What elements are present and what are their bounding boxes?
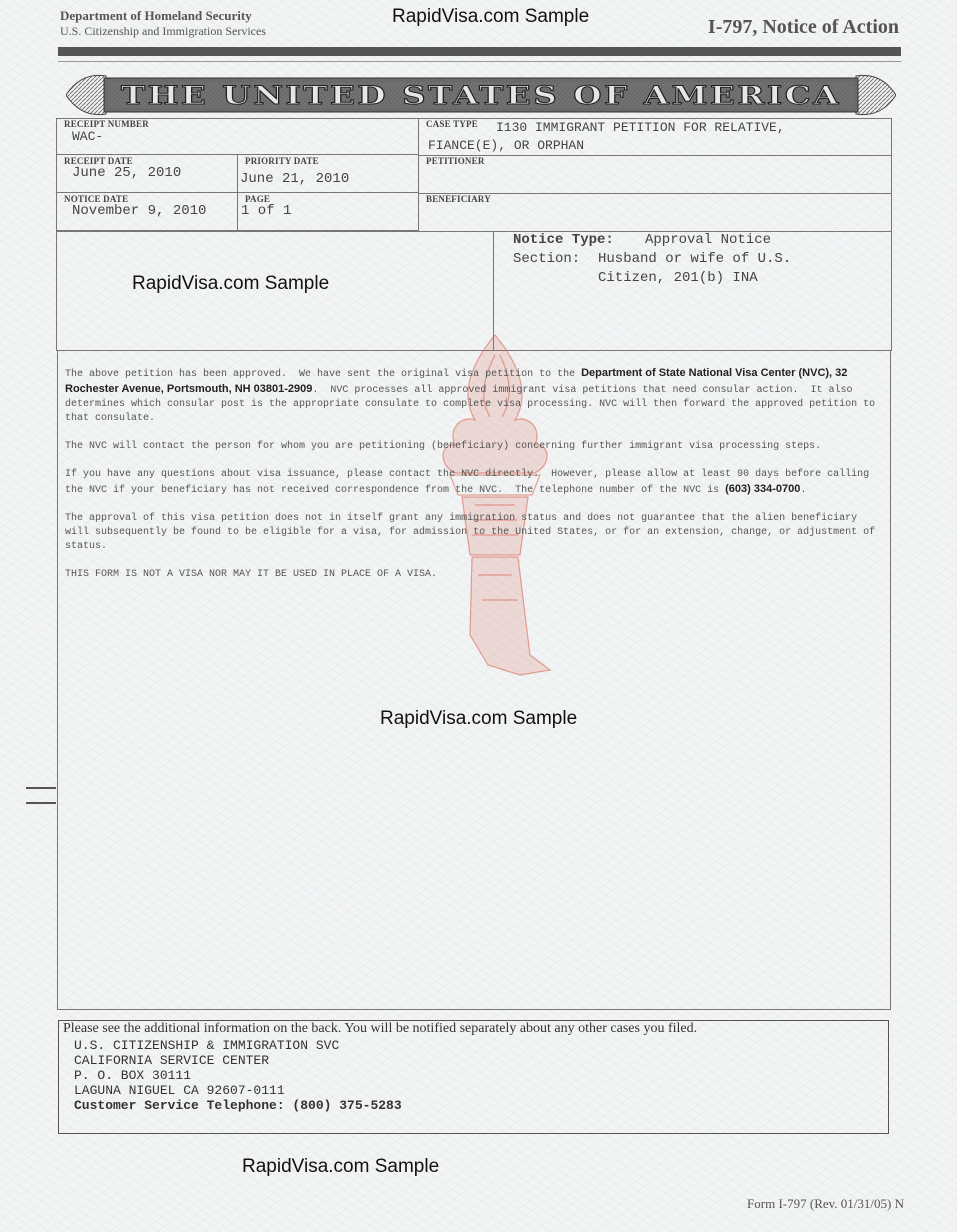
body-p3-text-a: If you have any questions about visa issuance, please contact the NVC directly. However, please allow at least 90 days before calling the NVC if your beneficiary has not received correspondence from the NVC. The telephone number of the NVC is: [65, 469, 876, 496]
usa-banner: [66, 70, 896, 120]
case-type-line2: FIANCE(E), OR ORPHAN: [428, 138, 585, 153]
header-bar: [58, 47, 901, 56]
case-type-line1: I130 IMMIGRANT PETITION FOR RELATIVE,: [496, 120, 785, 135]
banner-text: THE UNITED STATES OF AMERICA: [121, 81, 841, 110]
beneficiary-label: BENEFICIARY: [426, 194, 491, 204]
watermark-top: RapidVisa.com Sample: [392, 6, 590, 27]
banner-right-ornament: [856, 75, 896, 114]
section-line2: Citizen, 201(b) INA: [598, 270, 758, 286]
body-paragraph-5: THIS FORM IS NOT A VISA NOR MAY IT BE USED IN PLACE OF A VISA.: [65, 569, 438, 580]
notice-type-label: Notice Type:: [513, 232, 614, 248]
receipt-date-value: June 25, 2010: [72, 165, 182, 181]
watermark-bottom: RapidVisa.com Sample: [242, 1156, 440, 1177]
notice-date-value: November 9, 2010: [72, 203, 207, 219]
address-line-3: P. O. BOX 30111: [74, 1068, 192, 1083]
nvc-phone: (603) 334-0700: [725, 483, 801, 495]
petitioner-cell: [418, 155, 892, 194]
body-paragraph-4: The approval of this visa petition does not in itself grant any immigration status and does not guarantee that the alien beneficiary will subsequently be found to be eligible for a visa, for admission to the United States, or for an extension, change, or adjustment of status.: [65, 513, 882, 552]
priority-date-label: PRIORITY DATE: [245, 156, 319, 166]
address-line-1: U.S. CITIZENSHIP & IMMIGRATION SVC: [74, 1038, 340, 1053]
section-label: Section:: [513, 251, 581, 267]
priority-date-value: June 21, 2010: [240, 171, 350, 187]
petitioner-label: PETITIONER: [426, 156, 485, 166]
notice-type-value: Approval Notice: [645, 232, 772, 248]
address-line-2: CALIFORNIA SERVICE CENTER: [74, 1053, 270, 1068]
body-p1-text-c: . NVC processes all approved immigrant visa petitions that need consular action. It also determines which consular post is the appropriate consulate to complete visa processing. NVC will then forward the approved petition to that consulate.: [65, 385, 882, 424]
fold-mark-top: [26, 787, 56, 789]
body-p3-text-c: .: [800, 485, 807, 496]
body-paragraph-1: [65, 366, 885, 426]
address-line-4: LAGUNA NIGUEL CA 92607-0111: [74, 1083, 285, 1098]
sub-agency-name: U.S. Citizenship and Immigration Services: [60, 24, 266, 38]
fold-mark-bottom: [26, 802, 56, 804]
notice-body: [65, 366, 885, 596]
form-number: Form I-797 (Rev. 01/31/05) N: [747, 1196, 904, 1211]
body-paragraph-2: The NVC will contact the person for whom you are petitioning (beneficiary) concerning further immigrant visa processing steps.: [65, 441, 822, 452]
case-type-label: CASE TYPE: [426, 119, 478, 129]
receipt-number-label: RECEIPT NUMBER: [64, 119, 149, 129]
page-value: 1 of 1: [241, 203, 292, 219]
receipt-number-value: WAC-: [72, 129, 104, 144]
back-info-note: Please see the additional information on the back. You will be notified separately about any other cases you filed.: [63, 1021, 698, 1036]
body-p1-text-a: The above petition has been approved. We have sent the original visa petition to the: [65, 369, 582, 380]
section-line1: Husband or wife of U.S.: [598, 251, 792, 267]
customer-service-phone: Customer Service Telephone: (800) 375-5283: [74, 1098, 402, 1113]
page-label: PAGE: [245, 194, 271, 204]
watermark-left: RapidVisa.com Sample: [132, 273, 330, 294]
nvc-address: Department of State National Visa Center (NVC), 32 Rochester Avenue, Portsmouth, NH 03801-2909: [65, 367, 851, 395]
watermark-middle: RapidVisa.com Sample: [380, 708, 578, 729]
banner-left-ornament: [66, 75, 106, 114]
header-rule: [58, 61, 901, 62]
receipt-date-label: RECEIPT DATE: [64, 156, 133, 166]
agency-name: Department of Homeland Security: [60, 8, 252, 23]
body-paragraph-3: [65, 468, 885, 498]
form-title: I-797, Notice of Action: [707, 16, 899, 38]
notice-date-label: NOTICE DATE: [64, 194, 129, 204]
